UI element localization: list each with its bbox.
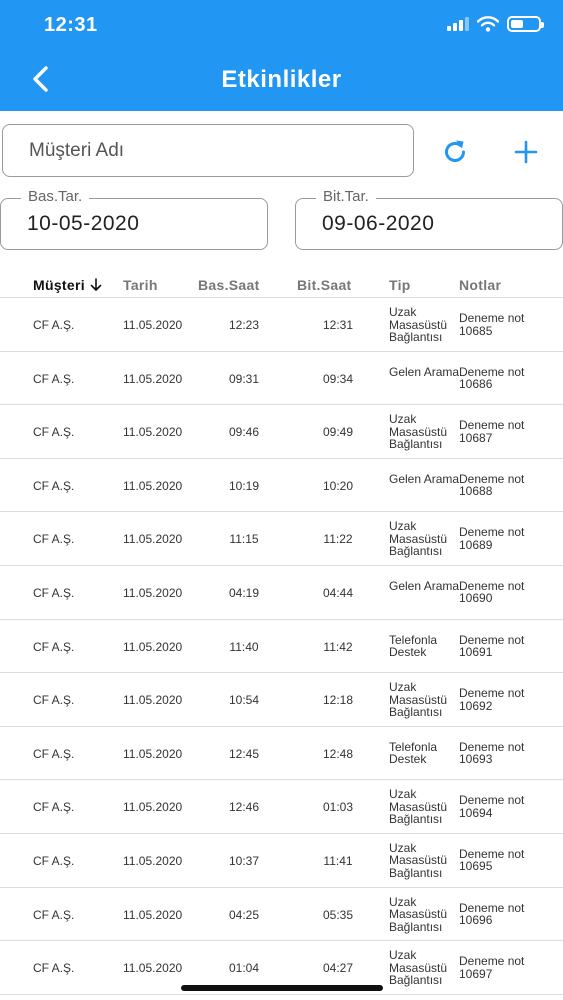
status-time: 12:31 <box>44 14 98 36</box>
cell-tip: Uzak Masasüstü Bağlantısı <box>389 305 448 344</box>
cell-bas: 09:31 <box>228 371 260 386</box>
cell-notlar: Deneme not 10691 <box>459 632 525 660</box>
cell-tip: Uzak Masasüstü Bağlantısı <box>389 787 448 827</box>
arrow-down-icon <box>89 278 103 292</box>
cell-notlar: Deneme not 10693 <box>459 739 525 767</box>
cell-musteri: CF A.Ş. <box>33 585 75 600</box>
column-header-bit-saat[interactable]: Bit.Saat <box>297 277 352 293</box>
cell-tip: Telefonla Destek <box>389 739 438 767</box>
column-header-notlar[interactable]: Notlar <box>459 277 502 293</box>
cell-bit: 05:35 <box>322 907 354 922</box>
table-row[interactable] <box>0 352 563 406</box>
cell-bit: 12:31 <box>322 318 354 332</box>
cell-musteri: CF A.Ş. <box>33 961 75 976</box>
cell-musteri: CF A.Ş. <box>33 478 75 493</box>
cell-tip: Gelen Arama <box>389 364 460 379</box>
table-row[interactable] <box>0 888 563 942</box>
cell-notlar: Deneme not 10696 <box>459 900 525 928</box>
cell-notlar: Deneme not 10688 <box>459 471 525 499</box>
column-header-tip[interactable]: Tip <box>389 277 411 293</box>
table-row[interactable] <box>0 405 563 459</box>
cell-tip: Gelen Arama <box>389 471 460 486</box>
cell-notlar: Deneme not 10697 <box>459 954 525 981</box>
table-row[interactable] <box>0 512 563 566</box>
table-row[interactable] <box>0 834 563 888</box>
cell-notlar: Deneme not 10692 <box>459 686 525 713</box>
start-date-label: Bas.Tar. <box>21 188 89 205</box>
cell-bit: 12:48 <box>322 746 354 761</box>
column-header-bas-saat[interactable]: Bas.Saat <box>198 277 260 293</box>
cell-tarih: 11.05.2020 <box>123 693 183 708</box>
column-header-musteri-label: Müşteri <box>33 277 85 293</box>
cell-tarih: 11.05.2020 <box>123 318 183 332</box>
cell-tip: Uzak Masasüstü Bağlantısı <box>389 412 448 452</box>
cell-musteri: CF A.Ş. <box>33 639 75 654</box>
table-row[interactable] <box>0 459 563 513</box>
cell-bas: 11:15 <box>229 532 259 547</box>
table-row[interactable] <box>0 298 563 352</box>
battery-icon <box>507 16 541 32</box>
cell-tarih: 11.05.2020 <box>123 907 183 922</box>
cell-musteri: CF A.Ş. <box>33 318 75 332</box>
end-date-field[interactable] <box>295 188 563 250</box>
table-header <box>0 272 563 298</box>
cell-tarih: 11.05.2020 <box>123 371 183 386</box>
customer-search-input[interactable] <box>3 125 413 176</box>
cell-notlar: Deneme not 10686 <box>459 364 525 392</box>
cell-musteri: CF A.Ş. <box>33 371 75 386</box>
cell-bas: 10:54 <box>228 693 260 708</box>
cell-bas: 10:19 <box>228 478 260 493</box>
status-icons <box>447 16 541 32</box>
table-row[interactable] <box>0 780 563 834</box>
table-row[interactable] <box>0 727 563 781</box>
cell-bas: 04:25 <box>228 907 260 922</box>
cell-tarih: 11.05.2020 <box>123 961 183 976</box>
app-bar <box>0 0 563 111</box>
cell-bas: 01:04 <box>228 961 260 976</box>
cell-notlar: Deneme not 10695 <box>459 846 525 874</box>
cell-musteri: CF A.Ş. <box>33 800 75 815</box>
events-table-body <box>0 298 563 995</box>
cell-bas: 10:37 <box>228 853 260 868</box>
cell-notlar: Deneme not 10690 <box>459 578 525 606</box>
cell-musteri: CF A.Ş. <box>33 693 75 708</box>
cell-bas: 12:46 <box>228 800 260 815</box>
cell-bas: 09:46 <box>228 425 260 440</box>
cell-musteri: CF A.Ş. <box>33 532 75 547</box>
cell-tip: Uzak Masasüstü Bağlantısı <box>389 840 448 880</box>
cell-tarih: 11.05.2020 <box>123 639 183 654</box>
cell-bit: 04:27 <box>322 961 354 976</box>
cell-bas: 04:19 <box>228 585 260 600</box>
cell-notlar: Deneme not 10687 <box>459 418 525 445</box>
cell-tip: Uzak Masasüstü Bağlantısı <box>389 894 448 934</box>
cell-notlar: Deneme not 10694 <box>459 793 525 820</box>
cell-tarih: 11.05.2020 <box>123 746 183 761</box>
cell-tip: Uzak Masasüstü Bağlantısı <box>389 519 448 559</box>
cell-bit: 11:22 <box>323 532 353 547</box>
home-indicator <box>181 985 383 991</box>
cell-bit: 10:20 <box>322 478 354 493</box>
cell-bit: 12:18 <box>322 693 354 708</box>
cell-tarih: 11.05.2020 <box>123 532 183 547</box>
end-date-value: 09-06-2020 <box>322 212 435 235</box>
refresh-icon[interactable] <box>441 138 469 166</box>
customer-search-field[interactable] <box>2 124 414 177</box>
cell-tarih: 11.05.2020 <box>123 478 183 493</box>
column-header-tarih[interactable]: Tarih <box>123 277 158 293</box>
cell-bit: 11:41 <box>323 853 353 868</box>
cell-tarih: 11.05.2020 <box>123 853 183 868</box>
cell-tip: Gelen Arama <box>389 578 460 593</box>
add-button[interactable] <box>512 138 540 166</box>
cell-musteri: CF A.Ş. <box>33 907 75 922</box>
cell-bit: 09:34 <box>322 371 354 386</box>
cell-tarih: 11.05.2020 <box>123 800 183 815</box>
cell-tarih: 11.05.2020 <box>123 585 183 600</box>
start-date-value: 10-05-2020 <box>27 212 140 235</box>
column-header-musteri[interactable] <box>33 277 103 293</box>
cell-bas: 12:23 <box>228 318 260 332</box>
cell-tip: Uzak Masasüstü Bağlantısı <box>389 680 448 720</box>
cell-bit: 09:49 <box>322 425 354 440</box>
table-row[interactable] <box>0 566 563 620</box>
cell-musteri: CF A.Ş. <box>33 853 75 868</box>
cell-bas: 11:40 <box>229 639 259 654</box>
cell-tip: Uzak Masasüstü Bağlantısı <box>389 948 448 988</box>
cell-notlar: Deneme not 10689 <box>459 525 525 552</box>
page-title: Etkinlikler <box>221 66 342 93</box>
cell-tarih: 11.05.2020 <box>123 425 183 440</box>
cell-notlar: Deneme not 10685 <box>459 311 525 338</box>
table-row[interactable] <box>0 620 563 674</box>
wifi-icon <box>477 16 499 32</box>
cell-bit: 04:44 <box>322 585 354 600</box>
cellular-signal-icon <box>447 17 469 31</box>
cell-bas: 12:45 <box>228 746 260 761</box>
cell-bit: 11:42 <box>323 639 353 654</box>
end-date-label: Bit.Tar. <box>316 188 376 205</box>
table-row[interactable] <box>0 673 563 727</box>
start-date-field[interactable] <box>0 188 268 250</box>
cell-musteri: CF A.Ş. <box>33 425 75 440</box>
cell-tip: Telefonla Destek <box>389 632 438 660</box>
cell-musteri: CF A.Ş. <box>33 746 75 761</box>
cell-bit: 01:03 <box>322 800 354 815</box>
